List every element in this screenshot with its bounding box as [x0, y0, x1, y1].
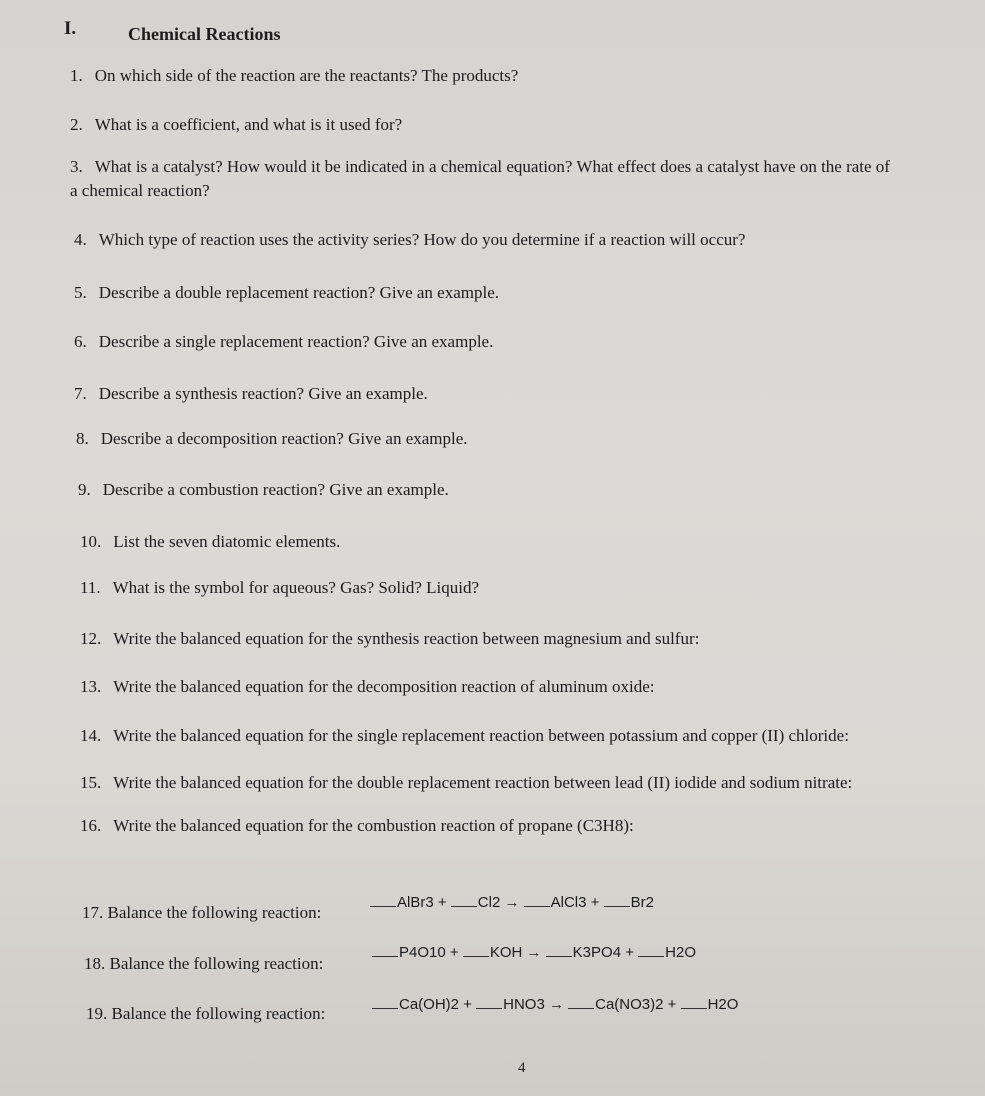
question-15: 15. Write the balanced equation for the double replacement reaction between lead (II) iodide and sodium nitrate:	[80, 773, 853, 792]
coefficient-blank[interactable]	[370, 905, 396, 907]
section-number: I.	[64, 18, 77, 39]
coefficient-blank[interactable]	[546, 955, 572, 957]
page-number: 4	[518, 1060, 526, 1076]
coefficient-blank[interactable]	[524, 905, 550, 907]
coefficient-blank[interactable]	[638, 955, 664, 957]
question-17-label: 17. Balance the following reaction:	[82, 903, 322, 922]
question-18-label: 18. Balance the following reaction:	[84, 954, 324, 973]
question-14: 14. Write the balanced equation for the single replacement reaction between potassium and copper (II) chloride:	[80, 726, 849, 745]
question-7: 7. Describe a synthesis reaction? Give an example.	[74, 384, 428, 403]
coefficient-blank[interactable]	[372, 955, 398, 957]
coefficient-blank[interactable]	[463, 955, 489, 957]
question-2: 2. What is a coefficient, and what is it used for?	[70, 115, 403, 134]
question-10: 10. List the seven diatomic elements.	[80, 532, 341, 551]
question-12: 12. Write the balanced equation for the synthesis reaction between magnesium and sulfur:	[80, 629, 700, 648]
coefficient-blank[interactable]	[372, 1007, 398, 1009]
coefficient-blank[interactable]	[604, 905, 630, 907]
question-8: 8. Describe a decomposition reaction? Give an example.	[76, 429, 468, 448]
question-1: 1. On which side of the reaction are the reactants? The products?	[70, 66, 519, 85]
question-9: 9. Describe a combustion reaction? Give an example.	[78, 480, 449, 499]
section-title: Chemical Reactions	[128, 24, 281, 44]
reaction-17: AlBr3 + Cl2 → AlCl3 + Br2	[370, 894, 654, 911]
question-13: 13. Write the balanced equation for the decomposition reaction of aluminum oxide:	[80, 677, 655, 696]
question-19-label: 19. Balance the following reaction:	[86, 1004, 326, 1023]
question-6: 6. Describe a single replacement reaction? Give an example.	[74, 332, 494, 351]
coefficient-blank[interactable]	[681, 1007, 707, 1009]
coefficient-blank[interactable]	[476, 1007, 502, 1009]
question-3: 3. What is a catalyst? How would it be indicated in a chemical equation? What effect does a catalyst have on the rate of a chemical reaction?	[70, 157, 890, 200]
question-16: 16. Write the balanced equation for the combustion reaction of propane (C3H8):	[80, 816, 634, 835]
reaction-18: P4O10 + KOH → K3PO4 + H2O	[372, 944, 696, 961]
coefficient-blank[interactable]	[568, 1007, 594, 1009]
question-5: 5. Describe a double replacement reaction? Give an example.	[74, 283, 499, 302]
question-4: 4. Which type of reaction uses the activity series? How do you determine if a reaction will occur?	[74, 230, 746, 249]
coefficient-blank[interactable]	[451, 905, 477, 907]
reaction-19: Ca(OH)2 + HNO3 → Ca(NO3)2 + H2O	[372, 996, 738, 1013]
question-11: 11. What is the symbol for aqueous? Gas? Solid? Liquid?	[80, 578, 479, 597]
